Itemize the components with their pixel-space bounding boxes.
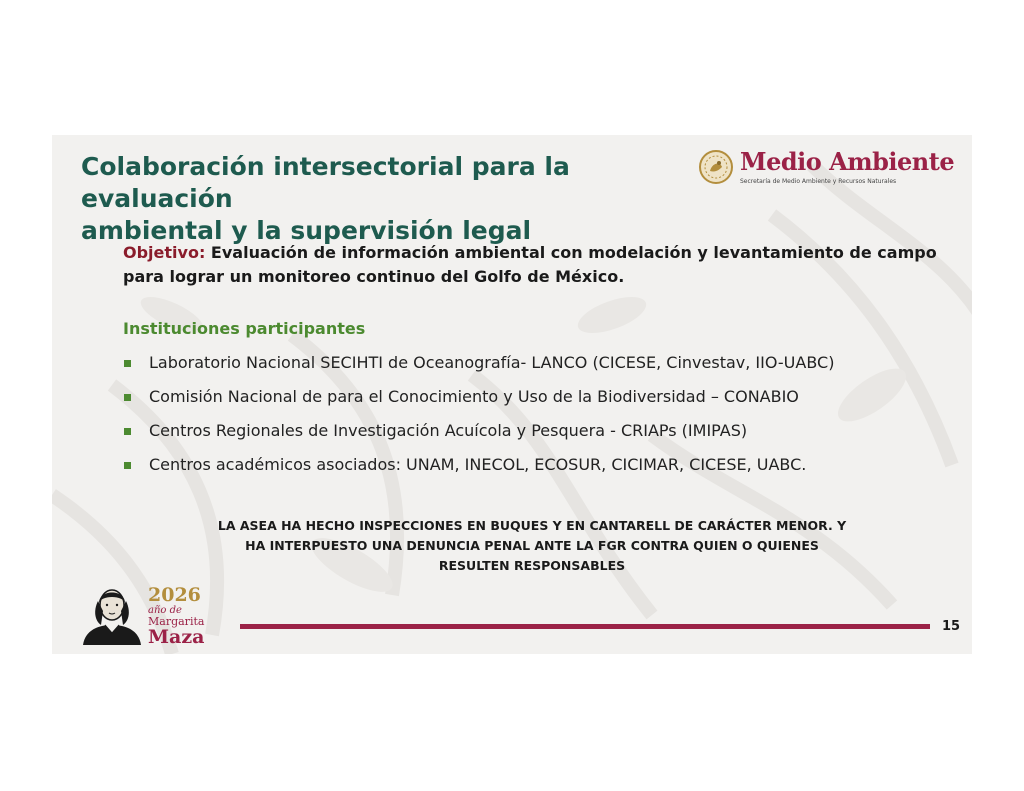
year-subtitle: año de [148,605,182,616]
institutions-heading: Instituciones participantes [123,319,366,338]
square-bullet-icon [124,360,131,367]
objective-label: Objetivo: [123,243,206,262]
notice-line-1: LA ASEA HA HECHO INSPECCIONES EN BUQUES Y EN CANTARELL DE CARÁCTER MENOR. Y [217,518,847,533]
year-commemoration [148,585,204,647]
national-seal-icon [698,149,734,185]
page-number: 15 [942,619,961,634]
institutions-list [123,348,834,484]
notice-line-3: RESULTEN RESPONSABLES [438,558,626,573]
square-bullet-icon [124,394,131,401]
list-item [123,348,834,382]
objective [123,241,938,289]
list-item [123,382,834,416]
list-item-text: Centros Regionales de Investigación Acuícola y Pesquera - CRIAPs (IMIPAS) [149,421,748,440]
footer-divider [240,624,930,629]
year: 2026 [148,584,201,606]
objective-text: Evaluación de información ambiental con modelación y levantamiento de campo para lograr un monitoreo continuo del Golfo de México. [123,243,937,286]
square-bullet-icon [124,462,131,469]
title-line-1: Colaboración intersectorial para la evaluación [81,152,570,213]
honoree-last-name: Maza [148,626,205,648]
list-item [123,416,834,450]
title-line-2: ambiental y la supervisión legal [81,216,532,245]
list-item [123,450,834,484]
honoree-first-name: Margarita [148,615,205,628]
logo-name: Medio Ambiente [740,147,955,176]
slide [52,135,972,654]
medio-ambiente-logo [698,147,958,191]
notice-line-2: HA INTERPUESTO UNA DENUNCIA PENAL ANTE LA FGR CONTRA QUIEN O QUIENES [245,538,819,553]
list-item-text: Laboratorio Nacional SECIHTI de Oceanografía- LANCO (CICESE, Cinvestav, IIO-UABC) [149,353,835,372]
list-item-text: Comisión Nacional de para el Conocimiento y Uso de la Biodiversidad – CONABIO [149,387,799,406]
list-item-text: Centros académicos asociados: UNAM, INECOL, ECOSUR, CICIMAR, CICESE, UABC. [149,455,807,474]
portrait-illustration-icon [79,581,145,645]
notice-text [152,516,912,576]
slide-title [81,151,701,247]
logo-subtitle: Secretaría de Medio Ambiente y Recursos Naturales [740,178,897,185]
square-bullet-icon [124,428,131,435]
